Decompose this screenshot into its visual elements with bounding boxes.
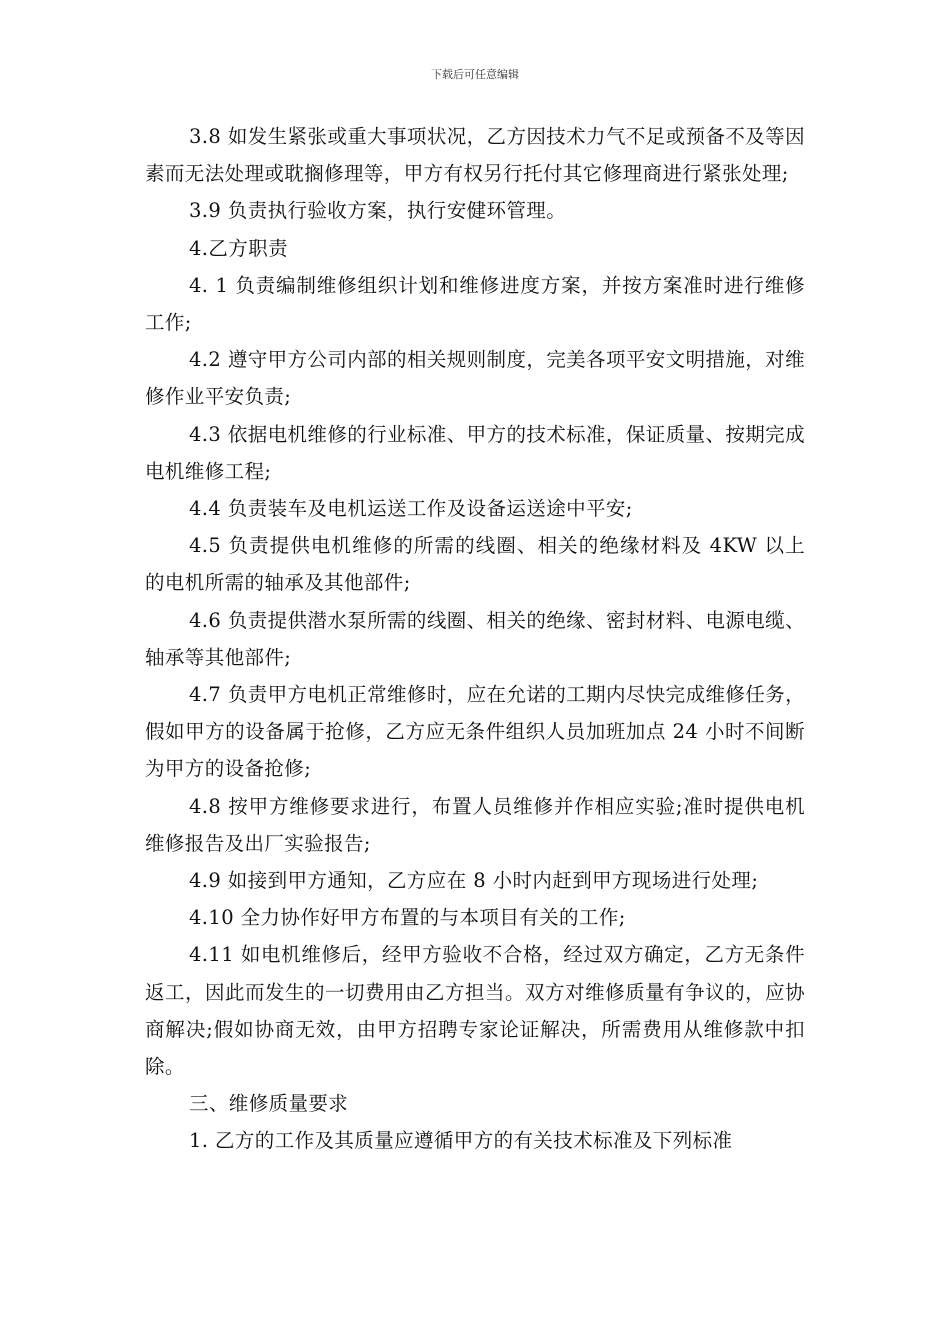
paragraph-4-11: 4.11 如电机维修后，经甲方验收不合格，经过双方确定，乙方无条件返工，因此而发生的一切费用由乙方担当。双方对维修质量有争议的，应协商解决;假如协商无效，由甲方招聘专家论证解决，所需费用从维修款中扣除。	[145, 943, 805, 1079]
page-header: 下载后可任意编辑	[431, 68, 519, 81]
paragraph-3-9: 3.9 负责执行验收方案，执行安健环管理。	[189, 199, 567, 223]
paragraph-3-8: 3.8 如发生紧张或重大事项状况，乙方因技术力气不足或预备不及等因素而无法处理或耽搁修理等，甲方有权另行托付其它修理商进行紧张处理;	[145, 125, 805, 186]
paragraph-4-10: 4.10 全力协作好甲方布置的与本项目有关的工作;	[189, 906, 626, 930]
paragraph-4-7: 4.7 负责甲方电机正常维修时，应在允诺的工期内尽快完成维修任务，假如甲方的设备属于抢修，乙方应无条件组织人员加班加点 24 小时不间断为甲方的设备抢修;	[145, 683, 805, 781]
document-body	[145, 118, 805, 1160]
paragraph-4-9: 4.9 如接到甲方通知，乙方应在 8 小时内赶到甲方现场进行处理;	[189, 869, 759, 893]
paragraph-4-2: 4.2 遵守甲方公司内部的相关规则制度，完美各项平安文明措施，对维修作业平安负责;	[145, 348, 805, 409]
section-heading-quality-requirements: 三、维修质量要求	[189, 1092, 349, 1116]
paragraph-4-8: 4.8 按甲方维修要求进行，布置人员维修并作相应实验;准时提供电机维修报告及出厂实验报告;	[145, 794, 805, 855]
paragraph-quality-1: 1. 乙方的工作及其质量应遵循甲方的有关技术标准及下列标准	[189, 1129, 733, 1153]
paragraph-4-1: 4. 1 负责编制维修组织计划和维修进度方案，并按方案准时进行维修工作;	[145, 273, 805, 335]
paragraph-4-6: 4.6 负责提供潜水泵所需的线圈、相关的绝缘、密封材料、电源电缆、轴承等其他部件;	[145, 608, 805, 669]
section-heading-party-b-duties: 4.乙方职责	[189, 236, 289, 260]
paragraph-4-4: 4.4 负责装车及电机运送工作及设备运送途中平安;	[189, 497, 633, 521]
paragraph-4-3: 4.3 依据电机维修的行业标准、甲方的技术标准，保证质量、按期完成电机维修工程;	[145, 422, 805, 483]
paragraph-4-5: 4.5 负责提供电机维修的所需的线圈、相关的绝缘材料及 4KW 以上的电机所需的轴承及其他部件;	[145, 534, 805, 595]
